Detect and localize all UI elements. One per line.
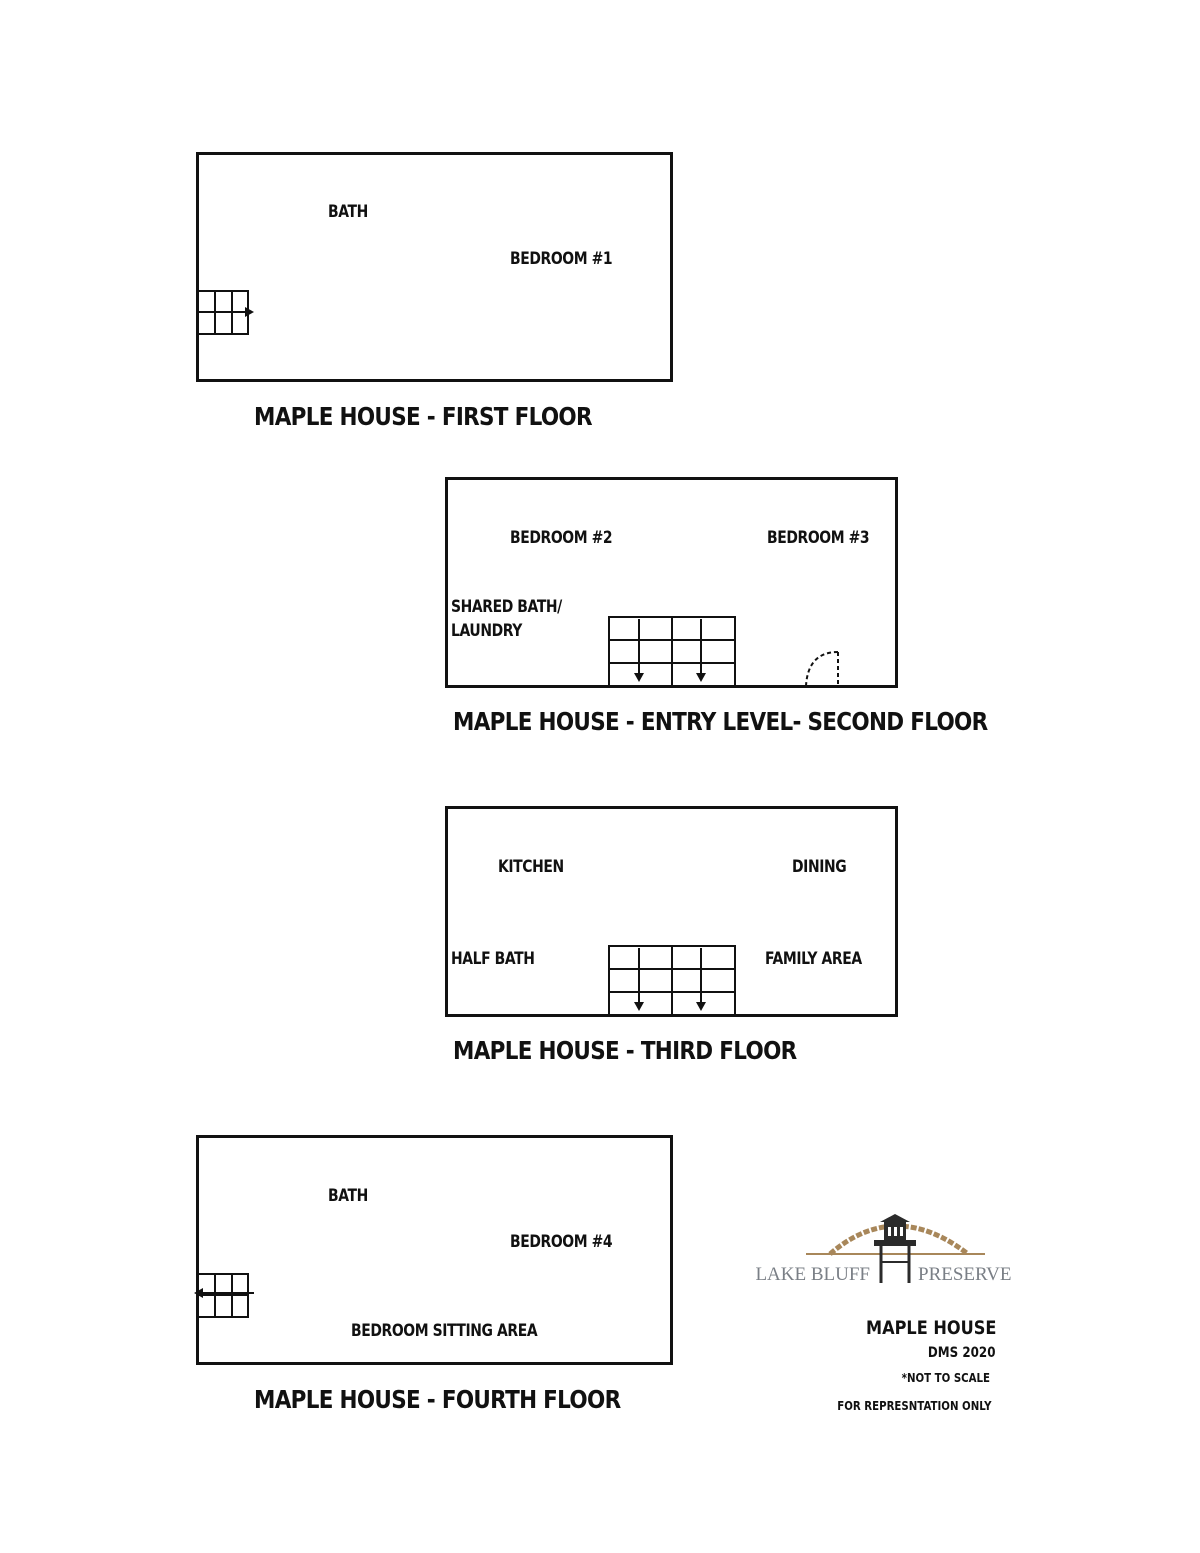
room-bedroom-3: BEDROOM #3 — [767, 528, 870, 548]
room-bath-first: BATH — [328, 202, 368, 222]
room-kitchen: KITCHEN — [498, 857, 564, 877]
first-floor-plan — [196, 152, 673, 382]
caption-second-floor: MAPLE HOUSE - ENTRY LEVEL- SECOND FLOOR — [453, 707, 988, 736]
room-half-bath: HALF BATH — [451, 949, 535, 969]
room-bedroom-2: BEDROOM #2 — [510, 528, 613, 548]
fourth-floor-plan — [196, 1135, 673, 1365]
logo-text-right: PRESERVE — [918, 1264, 1012, 1285]
room-bedroom-sitting-area: BEDROOM SITTING AREA — [351, 1321, 538, 1341]
note-author: DMS 2020 — [927, 1345, 995, 1361]
note-representation: FOR REPRESNTATION ONLY — [837, 1399, 992, 1413]
note-not-to-scale: *NOT TO SCALE — [901, 1371, 990, 1385]
room-laundry: LAUNDRY — [451, 621, 523, 641]
note-house-name: MAPLE HOUSE — [865, 1317, 996, 1339]
lighthouse-logo-icon — [806, 1214, 985, 1283]
logo-text-left: LAKE BLUFF — [755, 1264, 870, 1285]
third-floor-plan — [445, 806, 898, 1017]
room-bath-fourth: BATH — [328, 1186, 368, 1206]
room-dining: DINING — [792, 857, 847, 877]
room-shared-bath: SHARED BATH/ — [451, 597, 562, 617]
room-family-area: FAMILY AREA — [765, 949, 862, 969]
caption-fourth-floor: MAPLE HOUSE - FOURTH FLOOR — [254, 1385, 621, 1414]
caption-third-floor: MAPLE HOUSE - THIRD FLOOR — [453, 1036, 797, 1065]
second-floor-plan — [445, 477, 898, 688]
caption-first-floor: MAPLE HOUSE - FIRST FLOOR — [254, 402, 592, 431]
room-bedroom-4: BEDROOM #4 — [510, 1232, 613, 1252]
room-bedroom-1: BEDROOM #1 — [510, 249, 613, 269]
